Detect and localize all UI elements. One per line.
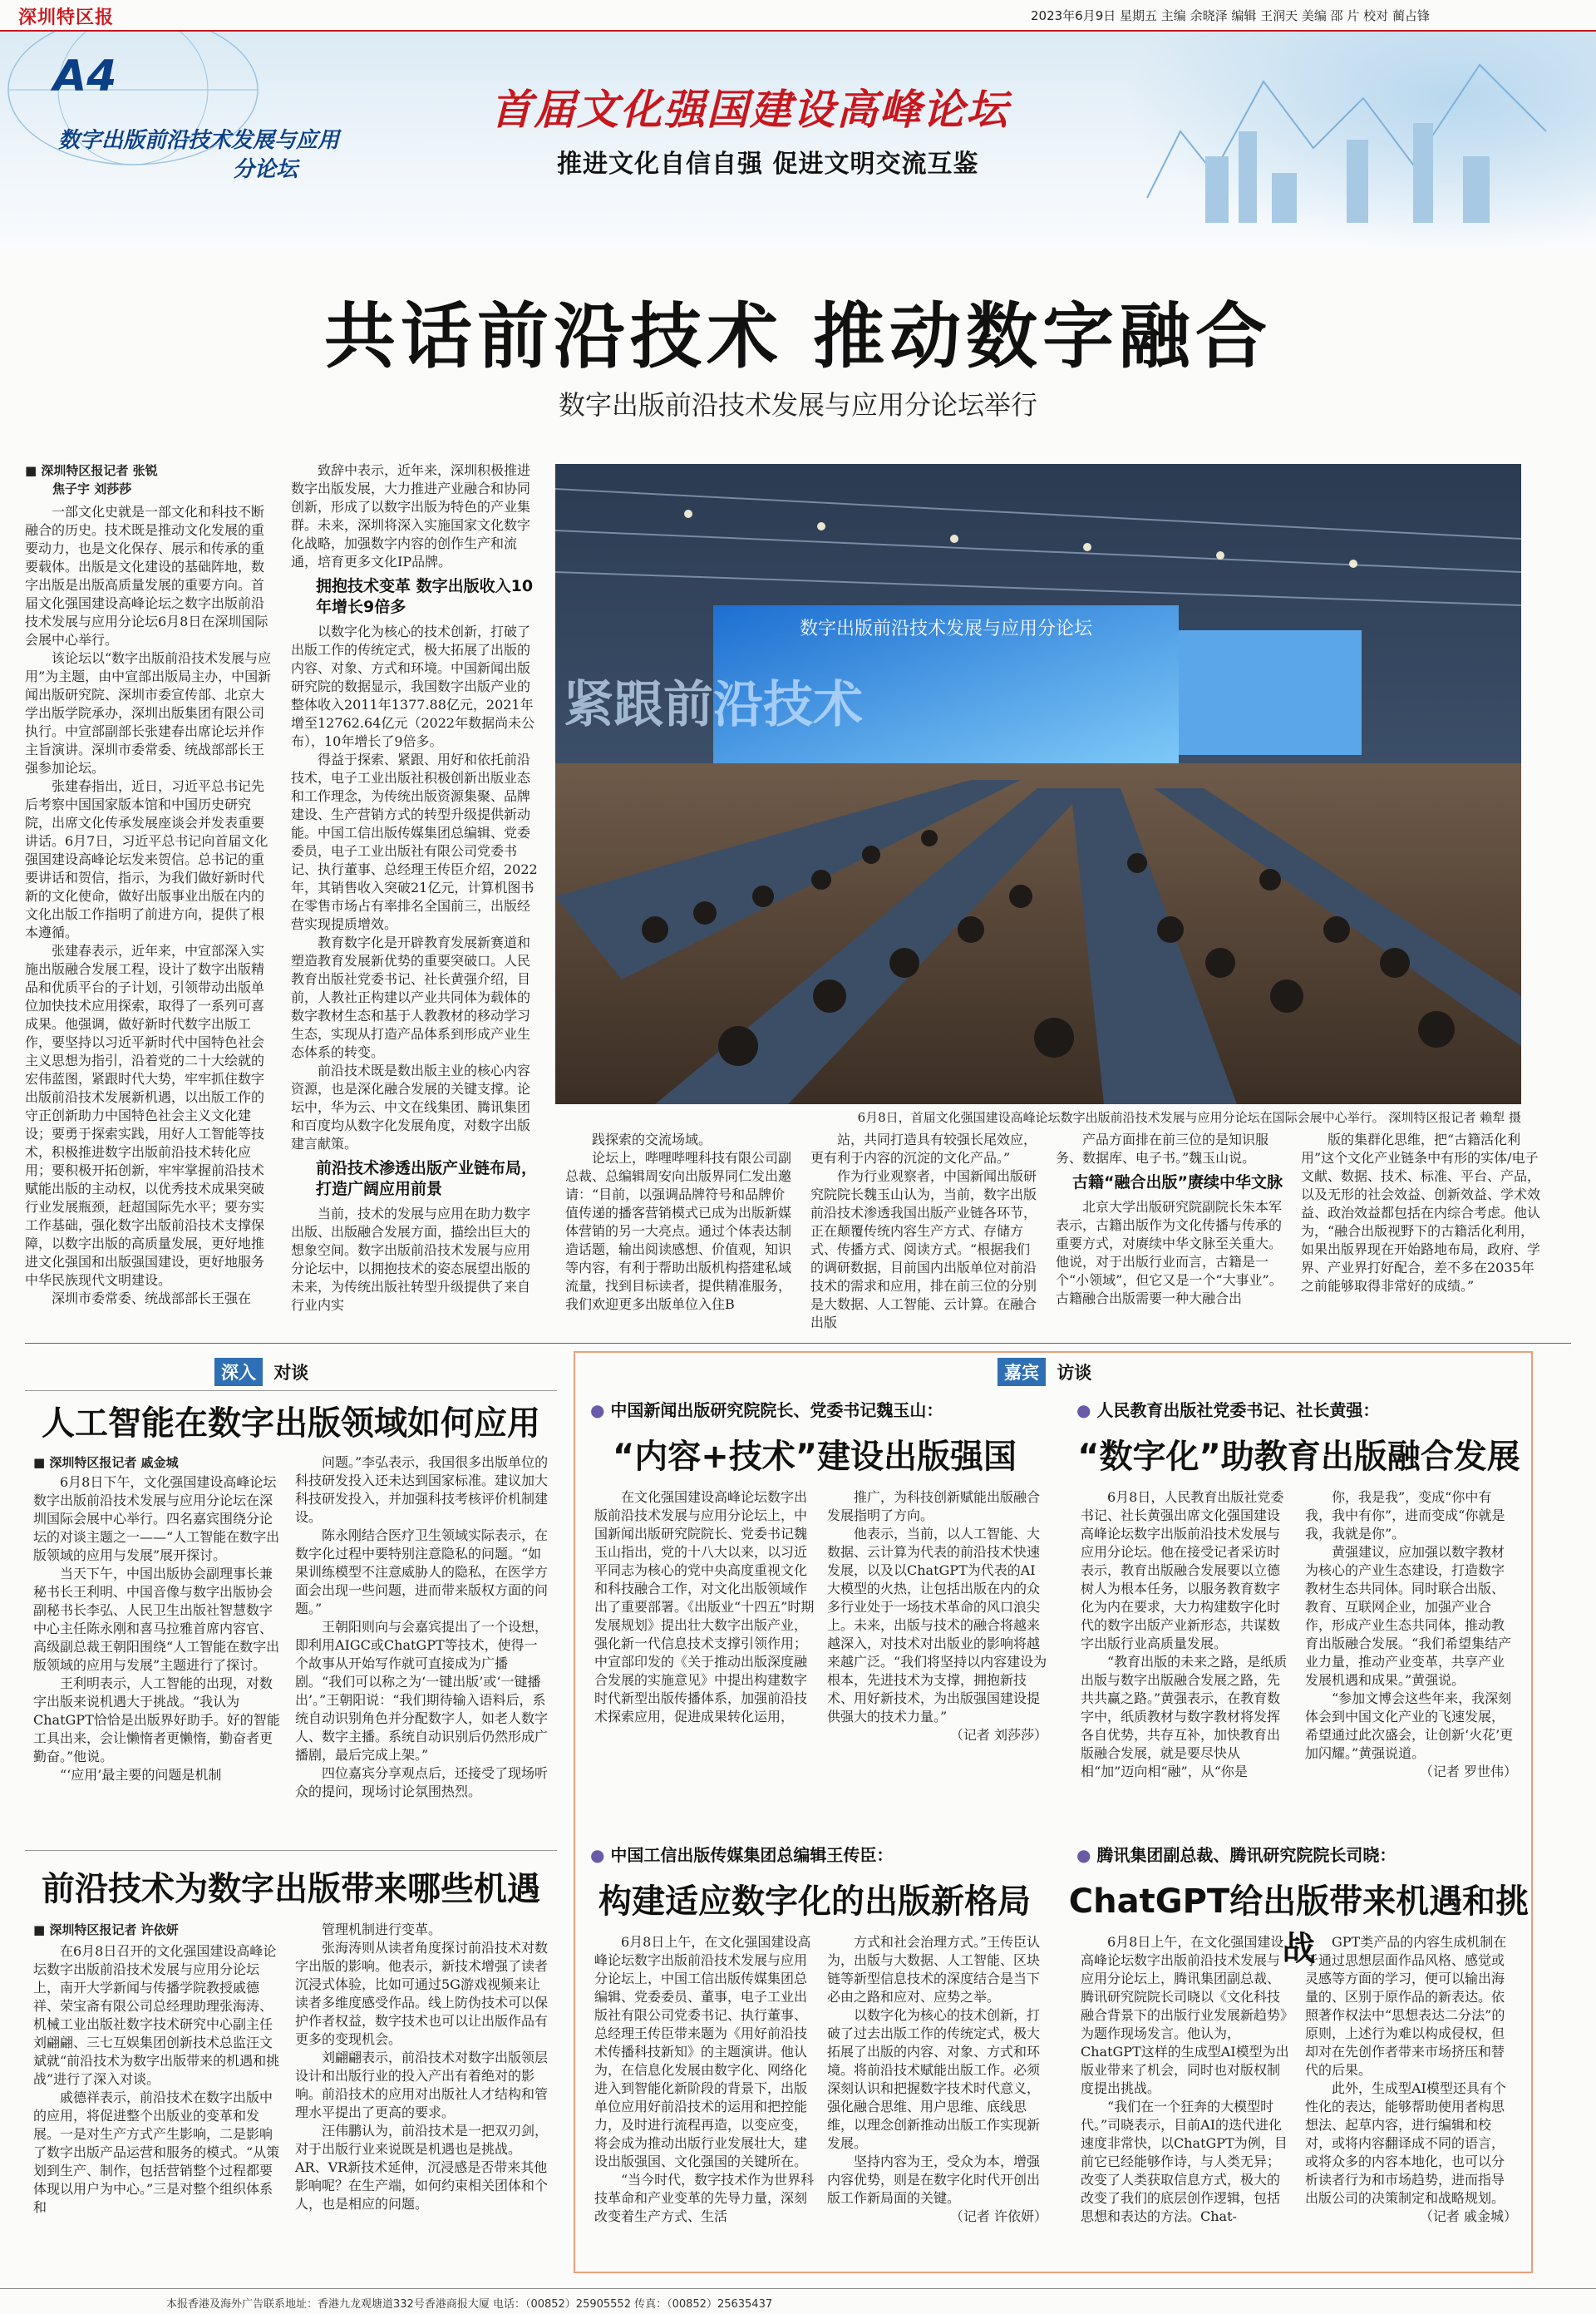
newspaper-logo: 深圳特区报 <box>18 7 115 28</box>
tag-box: 深入 <box>214 1358 263 1386</box>
paragraph: 管理机制进行变革。 <box>322 1922 442 1937</box>
paragraph: 在文化强国建设高峰论坛数字出版前沿技术发展与应用分论坛上，中国新闻出版研究院院长、党委书记魏玉山指出，党的十八大以来，以习近平同志为核心的党中央高度重视文化和科技融合工作，对文化出版领域作出了重要部署。《出版业“十四五”时期发展规划》提出壮大数字出版产业，强化新一代信息技术支撑引领作用；中宣部印发的《关于推动出版深度融合发展的实施意见》中提出构建数字时代新型出版传播体系，加强前沿技术探索应用，促进成果转化运用， <box>594 1489 815 1724</box>
paragraph: “教育出版的未来之路，是纸质出版与数字出版融合发展之路，先共共赢之路。”黄强表示，在教育数字中，纸质教材与数字教材将发挥各自优势，共存互补，加快教育出版融合发展，就是要尽快从相“加”迈向相“融”，从“你是 <box>1081 1654 1288 1779</box>
interview-article1-col2 <box>295 1453 549 1801</box>
guest3-col2 <box>827 1933 1047 2226</box>
paragraph: 推广，为科技创新赋能出版融合发展指明了方向。 <box>827 1489 1041 1523</box>
paragraph: 站，共同打造具有较强长尾效应，更有利于内容的沉淀的文化产品。” <box>810 1132 1037 1166</box>
dateline: 2023年6月9日 星期五 主编 余晓泽 编辑 王润天 美编 邵 片 校对 蔺占锋 <box>1031 8 1430 23</box>
guest1-reporter: （记者 刘莎莎） <box>949 1727 1047 1743</box>
paragraph: 刘翩翩表示，前沿技术对数字出版领层设计和出版行业的投入产出有着绝对的影响。前沿技术的应用对出版社人才结构和管理水平提出了更高的要求。 <box>295 2050 549 2120</box>
paragraph: “参加文博会这些年来，我深刻体会到中国文化产业的飞速发展，希望通过此次盛会，让创新‘火花’更加闪耀。”黄强说道。 <box>1305 1690 1514 1761</box>
guest2-title: “数字化”助教育出版融合发展 <box>1077 1438 1520 1476</box>
guest4-col2 <box>1305 1933 1517 2226</box>
guest3-col1 <box>594 1933 815 2226</box>
forum-subtitle: 推进文化自信自强 促进文明交流互鉴 <box>557 150 979 179</box>
lead-column-3 <box>565 1131 798 1314</box>
paragraph: 作为行业观察者，中国新闻出版研究院院长魏玉山认为，当前，数字出版前沿技术渗透我国出版产业链各环节，正在颠覆传统内容生产方式、存储方式、传播方式、阅读方式。“根据我们的调研数据，目前国内出版单位对前沿技术的需求和应用，排在前三位的分别是大数据、人工智能、云计算。在融合出版 <box>810 1168 1037 1330</box>
forum-title: 首届文化强国建设高峰论坛 <box>490 86 1009 134</box>
paragraph: 版的集群化思维，把“古籍活化利用”这个文化产业链条中有形的实体/电子文献、数据、技术、标准、平台、产品，以及无形的社会效益、创新效益、学术效益、政治效益都包括在内综合考虑。他认为，“融合出版视野下的古籍活化利用，如果出版界现在开始路地布局，政府、学界、产业界打好配合，差不多在2035年之前能够取得非常好的成绩。” <box>1301 1132 1541 1294</box>
guest1-col1 <box>594 1488 815 1726</box>
paragraph: 产品方面排在前三位的是知识服务、数据库、电子书。”魏玉山说。 <box>1056 1132 1269 1166</box>
section-subtitle: 分论坛 <box>233 157 298 182</box>
guest2-reporter: （记者 罗世伟） <box>1419 1764 1517 1779</box>
paragraph: 张建春指出，近日，习近平总书记先后考察中国国家版本馆和中国历史研究院，出席文化传承发展座谈会并发表重要讲话。6月7日，习近平总书记向首届文化强国建设高峰论坛发来贺信。总书记的重要讲话和贺信，指示，为我们做好新时代新的文化使命，做好出版事业出版在内的文化出版工作指明了前进方向，提供了根本遵循。 <box>25 778 268 940</box>
photo-caption: 6月8日，首届文化强国建设高峰论坛数字出版前沿技术发展与应用分论坛在国际会展中心举行。 深圳特区报记者 赖犁 摄 <box>857 1110 1521 1125</box>
divider <box>25 1850 557 1851</box>
paragraph: 方式和社会治理方式。”王传臣认为，出版与大数据、人工智能、区块链等新型信息技术的深度结合是当下必由之路和应对、应势之举。 <box>827 1934 1041 2005</box>
paragraph: 6月8日上午，在文化强国建设高峰论坛数字出版前沿技术发展与应用分论坛上，腾讯集团副总裁、腾讯研究院院长司晓以《文化科技融合背景下的出版行业发展新趋势》为题作现场发言。他认为，ChatGPT这样的生成型AI模型为出版业带来了机会，同时也对版权制度提出挑战。 <box>1081 1934 1289 2096</box>
guest3-title: 构建适应数字化的出版新格局 <box>598 1882 1031 1921</box>
lead-column-1 <box>25 461 274 1308</box>
paragraph: 6月8日下午，文化强国建设高峰论坛数字出版前沿技术发展与应用分论坛在深圳国际会展中心举行。四名嘉宾围绕分论坛的对谈主题之一——“人工智能在数字出版领域的应用与发展”展开探讨。 <box>33 1474 280 1563</box>
lead-column-5 <box>1056 1131 1288 1308</box>
background-slogan: 紧跟前沿技术 <box>564 676 863 734</box>
guest1-col2 <box>827 1488 1047 1744</box>
paragraph: 在6月8日召开的文化强国建设高峰论坛数字出版前沿技术发展与应用分论坛上，南开大学新闻与传播学院教授戚德祥、荣宝斋有限公司总经理助理张海涛、机械工业出版社数字技术研究中心副主任刘翩翩、三七互娱集团创新技术总监汪文斌就“前沿技术为数字出版带来的机遇和挑战”进行了深入对谈。 <box>33 1943 280 2087</box>
paragraph: 当天下午，中国出版协会副理事长兼秘书长王利明、中国音像与数字出版协会副秘书长李弘、人民卫生出版社智慧数字中心主任陈永刚和喜马拉雅首席内容官、高级副总裁王朝阳围绕“人工智能在数字出版领域的应用与发展”主题进行了探讨。 <box>33 1566 280 1673</box>
guest3-reporter: （记者 许依妍） <box>949 2208 1047 2224</box>
paragraph: 6月8日，人民教育出版社党委书记、社长黄强出席文化强国建设高峰论坛数字出版前沿技术发展与应用分论坛。他在接受记者采访时表示，教育出版融合发展要以立德树人为根本任务，以服务教育数字化为内在要求，大力构建数字化时代的数字出版产业新形态，共谋数字出版行业高质量发展。 <box>1081 1489 1284 1651</box>
lead-column-2 <box>291 461 540 1315</box>
bullet-icon: ● <box>590 1845 605 1865</box>
section-title: 数字出版前沿技术发展与应用 <box>58 128 340 153</box>
paragraph: 他表示，当前，以人工智能、大数据、云计算为代表的前沿技术快速发展，以及以ChatGPT为代表的AI大模型的火热，让包括出版在内的众多行业处于一场技术革命的风口浪尖上。未来，出版与技术的融合将越来越深入，对技术对出版业的影响将越来越广泛。“我们将坚持以内容建设为根本，先进技术为支撑，拥抱新技术、用好新技术，为出版强国建设提供强大的技术力量。” <box>827 1526 1047 1724</box>
paragraph: 汪伟鹏认为，前沿技术是一把双刃剑，对于出版行业来说既是机遇也是挑战。AR、VR新技术延伸，沉浸感是否带来其他影响呢？在生产端，如何约束相关团体和个人，也是相应的问题。 <box>295 2123 549 2212</box>
page-number: A4 <box>53 52 117 101</box>
guest2-col2 <box>1305 1488 1517 1781</box>
screen-title: 数字出版前沿技术发展与应用分论坛 <box>799 619 1093 639</box>
guest2-col1 <box>1081 1488 1293 1781</box>
paragraph: 以数字化为核心的技术创新，打破了过去出版工作的传统定式，极大拓展了出版的内容、对象、方式和环境。将前沿技术赋能出版工作。必须深刻认识和把握数字技术时代意义，强化融合思维、用户思维、底线思维，以理念创新推动出版工作实现新发展。 <box>827 2007 1041 2151</box>
footer <box>0 2288 1596 2314</box>
paragraph: 四位嘉宾分享观点后，还接受了现场听众的提问，现场讨论氛围热烈。 <box>295 1765 549 1799</box>
interview-section-tag <box>214 1358 308 1386</box>
tag-text: 对谈 <box>273 1363 309 1383</box>
forum-photo <box>555 464 1521 1104</box>
conference-hall-image <box>555 464 1521 1104</box>
interview-article2-col1 <box>33 1942 283 2217</box>
guest-section-tag <box>998 1358 1091 1386</box>
interview-article1-byline: ■ 深圳特区报记者 戚金城 <box>33 1455 179 1470</box>
lead-byline: ■ 深圳特区报记者 张锐 <box>25 463 158 478</box>
paragraph: 黄强建议，应加强以数字教材为核心的产业生态建设，打造数字教材生态共同体。同时联合出版、教育、互联网企业，加强产业合作，形成产业生态共同体，推动教育出版融合发展。“我们希望集结产业力量，推动产业变革，共享产业发展机遇和成果。”黄强说。 <box>1305 1544 1512 1688</box>
interview-article2-col2 <box>295 1921 549 2213</box>
guest4-title: ChatGPT给出版带来机遇和挑战 <box>1068 1882 1530 1968</box>
lead-subheading-2: 前沿技术渗透出版产业链布局，打造广阔应用前景 <box>316 1159 538 1198</box>
interview-article1-title: 人工智能在数字出版领域如何应用 <box>42 1404 540 1443</box>
paragraph: 陈永刚结合医疗卫生领域实际表示，在数字化过程中要特别注意隐私的问题。“如果训练模型不注意威胁人的隐私，在医学方面会出现一些问题，进而带来版权方面的问题。” <box>295 1527 549 1616</box>
main-subheadline: 数字出版前沿技术发展与应用分论坛举行 <box>558 389 1037 421</box>
paragraph: 此外，生成型AI模型还具有个性化的表达，能够帮助使用者构思想法、起草内容，进行编辑和校对，或将内容翻译成不同的语言，或将众多的内容本地化，也可以分析读者行为和市场趋势，进而指导出版公司的决策制定和战略规划。 <box>1305 2080 1506 2206</box>
interview-article1-col1 <box>33 1473 283 1784</box>
paragraph: “‘应用’最主要的问题是机制 <box>60 1767 222 1783</box>
paragraph: 张海涛则从读者角度探讨前沿技术对数字出版的影响。他表示，新技术增强了读者沉浸式体验，比如可通过5G游戏视频来让读者多维度感受作品。线上防伪技术可以保护作者权益，数字技术也可以让出版作品有更多的变现机会。 <box>295 1940 549 2047</box>
paragraph: 以数字化为核心的技术创新，打破了出版工作的传统定式，极大拓展了出版的内容、对象、方式和环境。中国新闻出版研究院的数据显示，我国数字出版产业的整体收入2011年1377.88亿元，2021年增至12762.64亿元（2022年数据尚未公布），10年增长了9倍多。 <box>291 624 535 749</box>
guest4-speaker: ● 腾讯集团副总裁、腾讯研究院院长司晓： <box>1076 1845 1396 1865</box>
paragraph: 王朝阳则向与会嘉宾提出了一个设想，即利用AIGC或ChatGPT等技术，使得一个故事从开始写作就可直接成为广播剧。“我们可以称之为‘一键出版’或‘一键播出’。”王朝阳说：“我们期待输入语料后，系统自动识别角色并分配数字人，如老人数字人、数字主播。系统自动识别后仍然形成广播剧，最后完成上架。” <box>295 1619 549 1763</box>
guest4-col1 <box>1081 1933 1293 2226</box>
paragraph: 该论坛以“数字出版前沿技术发展与应用”为主题，由中宣部出版局主办，中国新闻出版研究院、深圳市委宣传部、北京大学出版学院承办，深圳出版集团有限公司执行。中宣部副部长张建春出席论坛并作主旨演讲。深圳市委常委、统战部部长王强参加论坛。 <box>25 650 272 776</box>
lead-column-6 <box>1301 1131 1542 1295</box>
paragraph: 得益于探索、紧跟、用好和依托前沿技术，电子工业出版社积极创新出版业态和工作理念，为传统出版资源集聚、品牌建设、生产营销方式的转型升级提供新动能。中国工信出版传媒集团总编辑、党委委员，电子工业出版社有限公司党委书记、执行董事、总经理王传臣介绍，2022年，其销售收入突破21亿元，计算机图书在零售市场占有率排名全国前三，出版经营实现提质增效。 <box>291 752 538 932</box>
paragraph: GPT类产品的内容生成机制在于通过思想层面作品风格、感觉或灵感等方面的学习，便可以输出海量的、区别于原作品的新表达。依照著作权法中“思想表达二分法”的原则，上述行为难以构成侵权，但却对在先创作者带来市场挤压和替代的后果。 <box>1305 1934 1507 2078</box>
paragraph: 戚德祥表示，前沿技术在数字出版中的应用，将促进整个出版业的变革和发展。一是对生产方式产生影响，二是影响了数字出版产品运营和服务的模式。“从策划到生产、制作，包括营销整个过程都要体现以用户为中心。”三是对整个组织体系和 <box>33 2090 280 2215</box>
lead-subheading-3: 古籍“融合出版”赓续中华文脉 <box>1072 1173 1283 1192</box>
paragraph: 问题。”李弘表示，我国很多出版单位的科技研发投入还未达到国家标准。建议加大科技研发投入，并加强科技考核评价机制建设。 <box>295 1454 549 1525</box>
tag-text: 访谈 <box>1057 1363 1092 1383</box>
guest4-reporter: （记者 戚金城） <box>1419 2208 1517 2224</box>
bullet-icon: ● <box>590 1400 605 1420</box>
main-headline: 共话前沿技术 推动数字融合 <box>324 295 1272 378</box>
section-divider <box>25 1343 1571 1344</box>
paragraph: 北京大学出版研究院副院长朱本军表示，古籍出版作为文化传播与传承的重要方式，对赓续中华文脉至关重大。他说，对于出版行业而言，古籍是一个“小领域”，但它又是一个“大事业”。古籍融合出版需要一种大融合出 <box>1056 1199 1283 1306</box>
paragraph: 致辞中表示，近年来，深圳积极推进数字出版发展，大力推进产业融合和协同创新，形成了以数字出版为特色的产业集群。未来，深圳将深入实施国家文化数字化战略，加强数字内容的创作生产和流通，培育更多文化IP品牌。 <box>291 462 531 570</box>
paragraph: 王利明表示，人工智能的出现，对数字出版来说机遇大于挑战。“我认为ChatGPT恰恰是出版界好助手。好的智能工具出来，会让懒惰者更懒惰，勤奋者更勤奋。”他说。 <box>33 1675 280 1764</box>
guest1-title: “内容+技术”建设出版强国 <box>612 1438 1017 1476</box>
paragraph: “我们在一个狂奔的大模型时代。”司晓表示，目前AI的迭代进化速度非常快，以ChatGPT为例，目前它已经能够作诗，与人类无异；改变了人类获取信息方式，极大的改变了我们的底层创作逻辑，包括思想和表达的方法。Chat- <box>1081 2099 1288 2224</box>
lead-subheading-1: 拥抱技术变革 数字出版收入10年增长9倍多 <box>316 577 534 616</box>
paragraph: 一部文化史就是一部文化和科技不断融合的历史。技术既是推动文化发展的重要动力，也是文化保存、展示和传承的重要载体。出版是文化建设的基础阵地，数字出版是出版高质量发展的重要方向。首届文化强国建设高峰论坛之数字出版前沿技术发展与应用分论坛6月8日在深圳国际会展中心举行。 <box>25 504 268 648</box>
bullet-icon: ● <box>1076 1845 1091 1865</box>
interview-article2-byline: ■ 深圳特区报记者 许依妍 <box>33 1922 179 1937</box>
guest2-speaker: ● 人民教育出版社党委书记、社长黄强： <box>1076 1400 1380 1420</box>
footer-text: 本报香港及海外广告联系地址：香港九龙观塘道332号香港商报大厦 电话：（00852）25905552 传真：（00852）25635437 <box>166 2298 773 2311</box>
tag-box: 嘉宾 <box>998 1358 1046 1386</box>
guest1-speaker: ● 中国新闻出版研究院院长、党委书记魏玉山： <box>590 1400 943 1420</box>
paragraph: 当前，技术的发展与应用在助力数字出版、出版融合发展方面，描绘出巨大的想象空间。数字出版前沿技术发展与应用分论坛中，以拥抱技术的姿态展望出版的未来，为传统出版社转型升级提供了来自行业内实 <box>291 1206 531 1313</box>
paragraph: 你，我是我”，变成“你中有我，我中有你”，进而变成“你就是我，我就是你”。 <box>1305 1489 1505 1542</box>
divider <box>25 1390 557 1391</box>
paragraph: 坚持内容为王，受众为本，增强内容优势，则是在数字化时代开创出版工作新局面的关键。 <box>827 2154 1041 2206</box>
paragraph: 践探索的交流场域。 <box>592 1132 712 1147</box>
paragraph: 教育数字化是开辟教育发展新赛道和塑造教育发展新优势的重要突破口。人民教育出版社党委书记、社长黄强介绍，目前，人教社正构建以产业共同体为载体的数字教材生态和基于人教教材的移动学习生态，实现从打造产品体系到形成产业生态体系的转变。 <box>291 935 531 1060</box>
paragraph: “当今时代，数字技术作为世界科技革命和产业变革的先导力量，深刻改变着生产方式、生活 <box>594 2172 815 2224</box>
bullet-icon: ● <box>1076 1400 1091 1420</box>
paragraph: 6月8日上午，在文化强国建设高峰论坛数字出版前沿技术发展与应用分论坛上，中国工信出版传媒集团总编辑、党委委员、董事，电子工业出版社有限公司党委书记、执行董事、总经理王传臣带来题为《用好前沿技术传播科技新知》的主题演讲。他认为，在信息化发展由数字化、网络化进入到智能化新阶段的背景下，出版单位应用好前沿技术的运用和把控能力，及时进行流程再造，以变应变，将会成为推动出版行业发展壮大，建设出版强国、文化强国的关键所在。 <box>594 1934 811 2169</box>
paragraph: 前沿技术既是数出版主业的核心内容资源，也是深化融合发展的关键支撑。论坛中，华为云、中文在线集团、腾讯集团和百度均从数字化发展角度，对数字出版建言献策。 <box>291 1063 531 1152</box>
paragraph: 张建春表示，近年来，中宣部深入实施出版融合发展工程，设计了数字出版精品和优质平台的子计划，引领带动出版单位加快技术应用探索，取得了一系列可喜成果。他强调，做好新时代数字出版工作，要坚持以习近平新时代中国特色社会主义思想为指引，沿着党的二十大绘就的宏伟蓝图，紧跟时代大势，牢牢抓住数字出版前沿技术发展新机遇，以出版工作的守正创新助力中国特色社会主义文化建设；要勇于探索实践，用好人工智能等技术，积极推进数字出版前沿技术转化应用；要积极开拓创新，牢牢掌握前沿技术赋能出版的主动权，以优秀技术成果突破行业发展瓶颈，赶超国际先水平；要夯实工作基础，强化数字出版前沿技术支撑保障，以数字出版的高质量发展，更好地推进文化强国和出版强国建设，更好地服务中华民族现代文明建设。 <box>25 943 265 1288</box>
lead-column-4 <box>810 1131 1043 1332</box>
lead-byline-2: 焦子宇 刘莎莎 <box>52 481 132 496</box>
interview-article2-title: 前沿技术为数字出版带来哪些机遇 <box>42 1870 540 1908</box>
paragraph: 论坛上，哔哩哔哩科技有限公司副总裁、总编辑周安向出版界同仁发出邀请：“目前，以强调品牌符号和品牌价值传递的播客营销模式已成为出版新媒体营销的另一大亮点。通过个体表达制造话题，输出阅读感想、价值观，知识等内容，有利于帮助出版机构搭建私域流量，找到目标读者，提供精准服务，我们欢迎更多出版单位入住B <box>565 1150 792 1312</box>
guest3-speaker: ● 中国工信出版传媒集团总编辑王传臣： <box>590 1845 894 1865</box>
paragraph: 深圳市委常委、统战部部长王强在 <box>52 1290 252 1306</box>
